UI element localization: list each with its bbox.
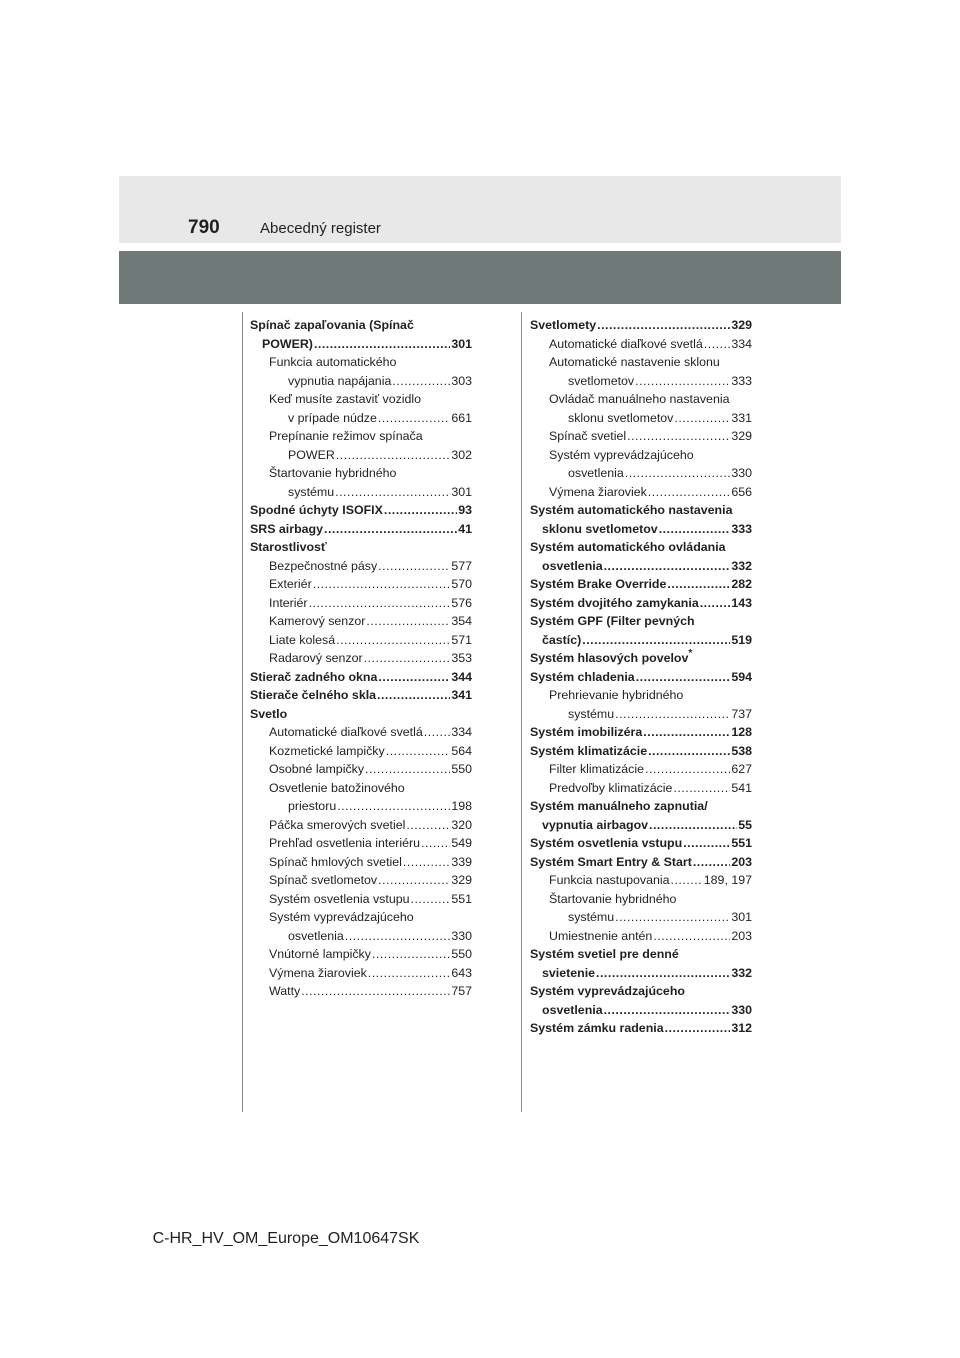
- index-subentry: osvetlenia ..... 330: [530, 464, 752, 483]
- index-entry: Systém automatického ovládania: [530, 540, 726, 554]
- index-subentry: v prípade núdze ..... 661: [250, 409, 472, 428]
- index-entry: Systém Smart Entry & Start ..... 203: [530, 853, 752, 872]
- index-entry: osvetlenia ..... 332: [530, 557, 752, 576]
- header-top-band: [119, 176, 841, 243]
- index-entry: POWER) ..... 301: [250, 335, 472, 354]
- index-entry: Starostlivosť: [250, 540, 327, 554]
- index-entry: [530, 649, 752, 668]
- index-subentry: Páčka smerových svetiel ..... 320: [250, 816, 472, 835]
- index-subentry: Kozmetické lampičky ..... 564: [250, 742, 472, 761]
- header-band: [119, 251, 841, 304]
- index-entry: Stierače čelného skla ..... 341: [250, 686, 472, 705]
- index-entry: sklonu svetlometov ..... 333: [530, 520, 752, 539]
- index-subentry: POWER ..... 302: [250, 446, 472, 465]
- index-subentry: Prehrievanie hybridného: [549, 688, 684, 702]
- index-subentry: systému ..... 737: [530, 705, 752, 724]
- index-entry: Systém klimatizácie ..... 538: [530, 742, 752, 761]
- index-subentry: Štartovanie hybridného: [269, 466, 397, 480]
- index-entry: Svetlo: [250, 706, 288, 721]
- index-entry: častíc) ..... 519: [530, 631, 752, 650]
- index-subentry: Vnútorné lampičky ..... 550: [250, 945, 472, 964]
- index-entry: Systém chladenia ..... 594: [530, 668, 752, 687]
- left-column-rule: [242, 312, 243, 1112]
- index-entry: Stierač zadného okna ..... 344: [250, 668, 472, 687]
- index-subentry: Interiér ..... 576: [250, 594, 472, 613]
- index-subentry: Automatické diaľkové svetlá ..... 334: [250, 723, 472, 742]
- index-subentry: Osvetlenie batožinového: [269, 780, 405, 795]
- index-entry: SRS airbagy ..... 41: [250, 520, 472, 539]
- index-entry: svietenie ..... 332: [530, 964, 752, 983]
- index-entry: Systém svetiel pre denné: [530, 947, 679, 961]
- index-subentry: Automatické nastavenie sklonu: [549, 355, 720, 369]
- index-subentry: Výmena žiaroviek ..... 656: [530, 483, 752, 502]
- index-subentry: Filter klimatizácie ..... 627: [530, 760, 752, 779]
- index-entry-label: Systém hlasových povelov: [530, 651, 689, 665]
- index-subentry: Kamerový senzor ..... 354: [250, 612, 472, 631]
- index-entry: Systém osvetlenia vstupu ..... 551: [530, 834, 752, 853]
- index-subentry: Systém vyprevádzajúceho: [549, 447, 694, 462]
- index-subentry: priestoru ..... 198: [250, 797, 472, 816]
- index-subentry: svetlometov ..... 333: [530, 372, 752, 391]
- index-subentry: Osobné lampičky ..... 550: [250, 760, 472, 779]
- index-subentry: Liate kolesá ..... 571: [250, 631, 472, 650]
- index-entry: Spodné úchyty ISOFIX ..... 93: [250, 501, 472, 520]
- section-title: Abecedný register: [260, 220, 381, 237]
- index-subentry: Bezpečnostné pásy ..... 577: [250, 557, 472, 576]
- index-subentry: Spínač hmlových svetiel ..... 339: [250, 853, 472, 872]
- index-column-right: [530, 316, 752, 1038]
- index-entry: Systém Brake Override ..... 282: [530, 575, 752, 594]
- index-subentry: systému ..... 301: [250, 483, 472, 502]
- index-subentry: Automatické diaľkové svetlá ..... 334: [530, 335, 752, 354]
- index-subentry: Predvoľby klimatizácie ..... 541: [530, 779, 752, 798]
- document-code: C-HR_HV_OM_Europe_OM10647SK: [152, 1230, 420, 1247]
- index-subentry: osvetlenia ..... 330: [250, 927, 472, 946]
- index-entry: Spínač zapaľovania (Spínač: [250, 318, 414, 332]
- index-subentry: Spínač svetlometov ..... 329: [250, 871, 472, 890]
- index-subentry: Funkcia automatického: [269, 355, 397, 369]
- footnote-asterisk: *: [688, 648, 693, 659]
- index-entry: Systém dvojitého zamykania ..... 143: [530, 594, 752, 613]
- index-subentry: Systém vyprevádzajúceho: [269, 910, 414, 924]
- index-entry: Svetlomety ..... 329: [530, 316, 752, 335]
- index-entry: Systém zámku radenia ..... 312: [530, 1019, 752, 1038]
- index-subentry: Keď musíte zastaviť vozidlo: [269, 392, 422, 406]
- index-subentry: Watty ..... 757: [250, 982, 472, 1001]
- right-column-rule: [521, 312, 522, 1112]
- index-subentry: Radarový senzor ..... 353: [250, 649, 472, 668]
- index-subentry: Štartovanie hybridného: [549, 891, 677, 906]
- index-subentry: Funkcia nastupovania ..... 189, 197: [530, 871, 752, 890]
- index-entry: Systém automatického nastavenia: [530, 503, 733, 517]
- index-subentry: Spínač svetiel ..... 329: [530, 427, 752, 446]
- index-subentry: Ovládač manuálneho nastavenia: [549, 392, 730, 406]
- index-subentry: Prepínanie režimov spínača: [269, 429, 423, 443]
- index-entry: Systém imobilizéra ..... 128: [530, 723, 752, 742]
- index-column-left: [250, 316, 472, 1001]
- index-subentry: Umiestnenie antén ..... 203: [530, 927, 752, 946]
- index-subentry: systému ..... 301: [530, 908, 752, 927]
- index-subentry: vypnutia napájania ..... 303: [250, 372, 472, 391]
- index-subentry: Prehľad osvetlenia interiéru ..... 549: [250, 834, 472, 853]
- index-subentry: Exteriér ..... 570: [250, 575, 472, 594]
- index-entry: osvetlenia ..... 330: [530, 1001, 752, 1020]
- index-subentry: Systém osvetlenia vstupu ..... 551: [250, 890, 472, 909]
- index-entry: Systém vyprevádzajúceho: [530, 984, 685, 998]
- page-number: 790: [188, 217, 220, 238]
- index-entry: Systém GPF (Filter pevných: [530, 614, 695, 628]
- index-subentry: Výmena žiaroviek ..... 643: [250, 964, 472, 983]
- index-entry: Systém manuálneho zapnutia/: [530, 799, 708, 813]
- index-subentry: sklonu svetlometov ..... 331: [530, 409, 752, 428]
- index-entry: vypnutia airbagov ..... 55: [530, 816, 752, 835]
